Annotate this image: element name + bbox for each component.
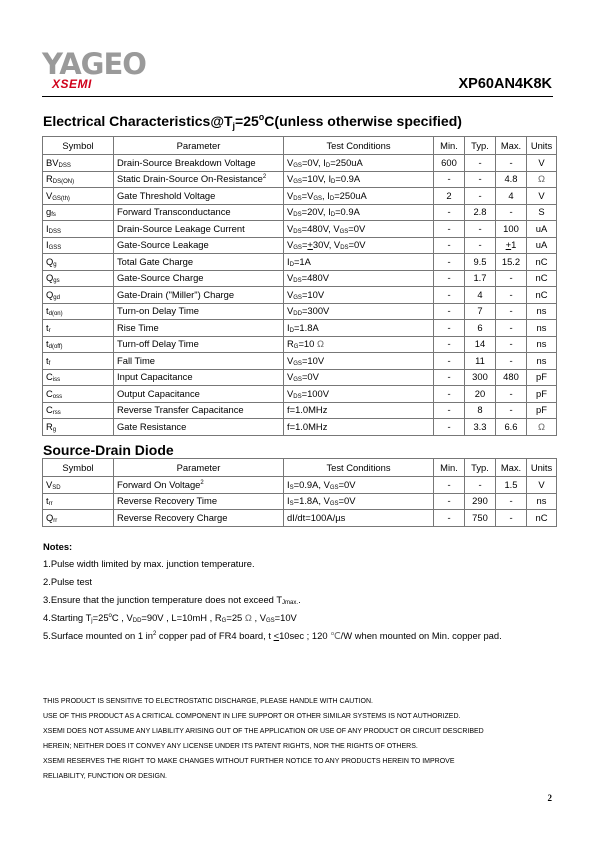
col-max: Max. [496, 459, 527, 477]
table-row [43, 254, 557, 271]
test-condition-cell: $I_S=0.9A$, $V_{GS}=0V$ [284, 477, 434, 494]
source-drain-table [42, 458, 557, 527]
parameter-cell: Total Gate Charge [114, 254, 284, 271]
min-cell: - [434, 493, 465, 510]
symbol-cell: $t_{d(off)}$ [43, 336, 114, 353]
parameter-cell: Gate Resistance [114, 419, 284, 436]
header-divider [42, 96, 553, 97]
test-condition-cell: $R_G=10$ Ω [284, 336, 434, 353]
max-cell: - [496, 204, 527, 221]
parameter-cell: Reverse Transfer Capacitance [114, 402, 284, 419]
min-cell: - [434, 204, 465, 221]
source-drain-table-body [43, 477, 557, 527]
note-item: 5.Surface mounted on 1 $in^2$ copper pad of FR4 board, t <10sec ; 120 ℃/W when mounted on Min. copper pad. [43, 630, 502, 641]
max-cell: - [496, 353, 527, 370]
disclaimer-line: HEREIN; NEITHER DOES IT CONVEY ANY LICENSE UNDER ITS PATENT RIGHTS, NOR THE RIGHTS OF OTHERS. [43, 743, 418, 750]
note-item: 4.Starting $T_j=25^oC$ , $V_{DD}=90V$ , L=10mH , $R_G=25$ Ω , $V_{GS}=10V$ [43, 612, 297, 624]
electrical-characteristics-title: Electrical $Characteristics@T_j=25^oC(unless$ otherwise specified) [43, 112, 462, 131]
typ-cell: 11 [465, 353, 496, 370]
symbol-cell: $I_{GSS}$ [43, 237, 114, 254]
table-row [43, 320, 557, 337]
symbol-cell: $BV_{DSS}$ [43, 155, 114, 172]
table-row [43, 188, 557, 205]
test-condition-cell: $V_{DD}=300V$ [284, 303, 434, 320]
parameter-cell: Static Drain-Source On-Resistance$^2$ [114, 171, 284, 188]
notes-title: Notes: [43, 541, 73, 552]
symbol-cell: $Q_{gd}$ [43, 287, 114, 304]
col-test-conditions: Test Conditions [284, 459, 434, 477]
parameter-cell: Output Capacitance [114, 386, 284, 403]
parameter-cell: Turn-off Delay Time [114, 336, 284, 353]
table-row [43, 287, 557, 304]
disclaimer-line: USE OF THIS PRODUCT AS A CRITICAL COMPONENT IN LIFE SUPPORT OR OTHER SIMILAR SYSTEMS IS NOT AUTHORIZED. [43, 713, 461, 720]
typ-cell: 1.7 [465, 270, 496, 287]
min-cell: - [434, 419, 465, 436]
min-cell: - [434, 237, 465, 254]
typ-cell: 7 [465, 303, 496, 320]
unit-cell: Ω [527, 171, 557, 188]
test-condition-cell: $V_{DS}=480V$, $V_{GS}=0V$ [284, 221, 434, 238]
min-cell: - [434, 270, 465, 287]
table-row [43, 303, 557, 320]
min-cell: - [434, 510, 465, 527]
note-item: 1.Pulse width limited by max. junction temperature. [43, 558, 255, 569]
typ-cell: - [465, 155, 496, 172]
typ-cell: 2.8 [465, 204, 496, 221]
page-number: 2 [547, 793, 552, 803]
max-cell: - [496, 270, 527, 287]
parameter-cell: Gate Threshold Voltage [114, 188, 284, 205]
table-row [43, 270, 557, 287]
min-cell: - [434, 386, 465, 403]
unit-cell: nC [527, 254, 557, 271]
unit-cell: ns [527, 493, 557, 510]
parameter-cell: Forward On Voltage$^2$ [114, 477, 284, 494]
note-item: 2.Pulse test [43, 576, 92, 587]
test-condition-cell: $V_{GS}=10V$, $I_D=0.9A$ [284, 171, 434, 188]
unit-cell: ns [527, 336, 557, 353]
table-row [43, 171, 557, 188]
part-number: XP60AN4K8K [458, 76, 552, 92]
symbol-cell: $C_{rss}$ [43, 402, 114, 419]
parameter-cell: Drain-Source Leakage Current [114, 221, 284, 238]
typ-cell: - [465, 477, 496, 494]
test-condition-cell: $I_S=1.8A$, $V_{GS}=0V$ [284, 493, 434, 510]
max-cell: - [496, 510, 527, 527]
typ-cell: 9.5 [465, 254, 496, 271]
min-cell: - [434, 477, 465, 494]
col-typ: Typ. [465, 137, 496, 155]
unit-cell: ns [527, 353, 557, 370]
col-parameter: Parameter [114, 459, 284, 477]
table-row [43, 155, 557, 172]
col-symbol: Symbol [43, 459, 114, 477]
symbol-cell: $V_{GS(th)}$ [43, 188, 114, 205]
logo-wordmark: YAGEO [42, 47, 146, 81]
parameter-cell: Gate-Source Charge [114, 270, 284, 287]
test-condition-cell: $V_{GS}=+30V$, $V_{DS}=0V$ [284, 237, 434, 254]
min-cell: - [434, 303, 465, 320]
col-units: Units [527, 137, 557, 155]
parameter-cell: Rise Time [114, 320, 284, 337]
col-parameter: Parameter [114, 137, 284, 155]
typ-cell: 3.3 [465, 419, 496, 436]
min-cell: - [434, 353, 465, 370]
note-item: 3.Ensure that the junction temperature does not exceed $T_{Jmax.}$. [43, 594, 301, 606]
table-row [43, 510, 557, 527]
electrical-characteristics-table [42, 136, 557, 436]
symbol-cell: $t_{rr}$ [43, 493, 114, 510]
max-cell: - [496, 386, 527, 403]
typ-cell: - [465, 237, 496, 254]
typ-cell: 290 [465, 493, 496, 510]
table-row [43, 386, 557, 403]
test-condition-cell: dI/dt=100A/µs [284, 510, 434, 527]
parameter-cell: Forward Transconductance [114, 204, 284, 221]
unit-cell: nC [527, 510, 557, 527]
test-condition-cell: $V_{DS}=100V$ [284, 386, 434, 403]
table-row [43, 493, 557, 510]
table-row [43, 204, 557, 221]
symbol-cell: $V_{SD}$ [43, 477, 114, 494]
test-condition-cell: $V_{DS}=V_{GS}$, $I_D=250uA$ [284, 188, 434, 205]
max-cell: 100 [496, 221, 527, 238]
typ-cell: 300 [465, 369, 496, 386]
typ-cell: 750 [465, 510, 496, 527]
min-cell: - [434, 221, 465, 238]
parameter-cell: Reverse Recovery Charge [114, 510, 284, 527]
symbol-cell: $Q_{gs}$ [43, 270, 114, 287]
min-cell: - [434, 369, 465, 386]
max-cell: 480 [496, 369, 527, 386]
table-row [43, 419, 557, 436]
symbol-cell: $Q_g$ [43, 254, 114, 271]
test-condition-cell: $V_{GS}=10V$ [284, 353, 434, 370]
parameter-cell: Gate-Source Leakage [114, 237, 284, 254]
notes-list [43, 558, 502, 642]
test-condition-cell: $V_{GS}=0V$, $I_D=250uA$ [284, 155, 434, 172]
unit-cell: ns [527, 303, 557, 320]
max-cell: - [496, 155, 527, 172]
table-row [43, 336, 557, 353]
symbol-cell: $C_{iss}$ [43, 369, 114, 386]
disclaimer-block [43, 698, 558, 788]
logo-subbrand: XSEMI [52, 77, 92, 91]
table-header-row [43, 459, 557, 477]
unit-cell: nC [527, 270, 557, 287]
symbol-cell: $C_{oss}$ [43, 386, 114, 403]
table-row [43, 237, 557, 254]
symbol-cell: $Q_{rr}$ [43, 510, 114, 527]
test-condition-cell: $V_{DS}=20V$, $I_D=0.9A$ [284, 204, 434, 221]
parameter-cell: Turn-on Delay Time [114, 303, 284, 320]
typ-cell: 4 [465, 287, 496, 304]
col-max: Max. [496, 137, 527, 155]
typ-cell: - [465, 221, 496, 238]
unit-cell: ns [527, 320, 557, 337]
table-row [43, 402, 557, 419]
min-cell: - [434, 287, 465, 304]
typ-cell: - [465, 171, 496, 188]
test-condition-cell: $V_{GS}=10V$ [284, 287, 434, 304]
min-cell: - [434, 402, 465, 419]
symbol-cell: $g_{fs}$ [43, 204, 114, 221]
max-cell: - [496, 320, 527, 337]
unit-cell: V [527, 477, 557, 494]
col-units: Units [527, 459, 557, 477]
symbol-cell: $t_f$ [43, 353, 114, 370]
parameter-cell: Drain-Source Breakdown Voltage [114, 155, 284, 172]
unit-cell: pF [527, 369, 557, 386]
typ-cell: 20 [465, 386, 496, 403]
unit-cell: uA [527, 221, 557, 238]
parameter-cell: Reverse Recovery Time [114, 493, 284, 510]
disclaimer-line: XSEMI DOES NOT ASSUME ANY LIABILITY ARISING OUT OF THE APPLICATION OR USE OF ANY PRODUCT OR CIRCUIT DESCRIBED [43, 728, 484, 735]
max-cell: - [496, 287, 527, 304]
unit-cell: pF [527, 386, 557, 403]
symbol-cell: $t_r$ [43, 320, 114, 337]
disclaimer-line: XSEMI RESERVES THE RIGHT TO MAKE CHANGES WITHOUT FURTHER NOTICE TO ANY PRODUCTS HEREIN TO IMPROVE [43, 758, 455, 765]
col-min: Min. [434, 137, 465, 155]
typ-cell: - [465, 188, 496, 205]
symbol-cell: $t_{d(on)}$ [43, 303, 114, 320]
col-min: Min. [434, 459, 465, 477]
parameter-cell: Input Capacitance [114, 369, 284, 386]
unit-cell: S [527, 204, 557, 221]
typ-cell: 8 [465, 402, 496, 419]
table-row [43, 221, 557, 238]
max-cell: 6.6 [496, 419, 527, 436]
disclaimer-line: RELIABILITY, FUNCTION OR DESIGN. [43, 773, 167, 780]
parameter-cell: Fall Time [114, 353, 284, 370]
notes-section [43, 541, 502, 649]
max-cell: - [496, 402, 527, 419]
unit-cell: pF [527, 402, 557, 419]
source-drain-title: Source-Drain Diode [43, 442, 174, 458]
unit-cell: V [527, 155, 557, 172]
min-cell: 2 [434, 188, 465, 205]
symbol-cell: $I_{DSS}$ [43, 221, 114, 238]
max-cell: 1.5 [496, 477, 527, 494]
test-condition-cell: $I_D=1.8A$ [284, 320, 434, 337]
test-condition-cell: f=1.0MHz [284, 419, 434, 436]
max-cell: +1 [496, 237, 527, 254]
test-condition-cell: $V_{DS}=480V$ [284, 270, 434, 287]
col-test-conditions: Test Conditions [284, 137, 434, 155]
symbol-cell: $R_g$ [43, 419, 114, 436]
test-condition-cell: $V_{GS}=0V$ [284, 369, 434, 386]
col-typ: Typ. [465, 459, 496, 477]
col-symbol: Symbol [43, 137, 114, 155]
typ-cell: 14 [465, 336, 496, 353]
table-row [43, 353, 557, 370]
max-cell: 4 [496, 188, 527, 205]
max-cell: - [496, 303, 527, 320]
max-cell: - [496, 336, 527, 353]
unit-cell: Ω [527, 419, 557, 436]
unit-cell: nC [527, 287, 557, 304]
table-header-row [43, 137, 557, 155]
max-cell: 4.8 [496, 171, 527, 188]
parameter-cell: Gate-Drain ("Miller") Charge [114, 287, 284, 304]
unit-cell: V [527, 188, 557, 205]
min-cell: 600 [434, 155, 465, 172]
min-cell: - [434, 171, 465, 188]
min-cell: - [434, 320, 465, 337]
table-row [43, 369, 557, 386]
test-condition-cell: f=1.0MHz [284, 402, 434, 419]
symbol-cell: $R_{DS(ON)}$ [43, 171, 114, 188]
min-cell: - [434, 254, 465, 271]
typ-cell: 6 [465, 320, 496, 337]
max-cell: - [496, 493, 527, 510]
table-row [43, 477, 557, 494]
yageo-logo [42, 47, 152, 95]
unit-cell: uA [527, 237, 557, 254]
disclaimer-line: THIS PRODUCT IS SENSITIVE TO ELECTROSTATIC DISCHARGE, PLEASE HANDLE WITH CAUTION. [43, 698, 373, 705]
max-cell: 15.2 [496, 254, 527, 271]
min-cell: - [434, 336, 465, 353]
electrical-table-body [43, 155, 557, 436]
test-condition-cell: $I_D=1A$ [284, 254, 434, 271]
